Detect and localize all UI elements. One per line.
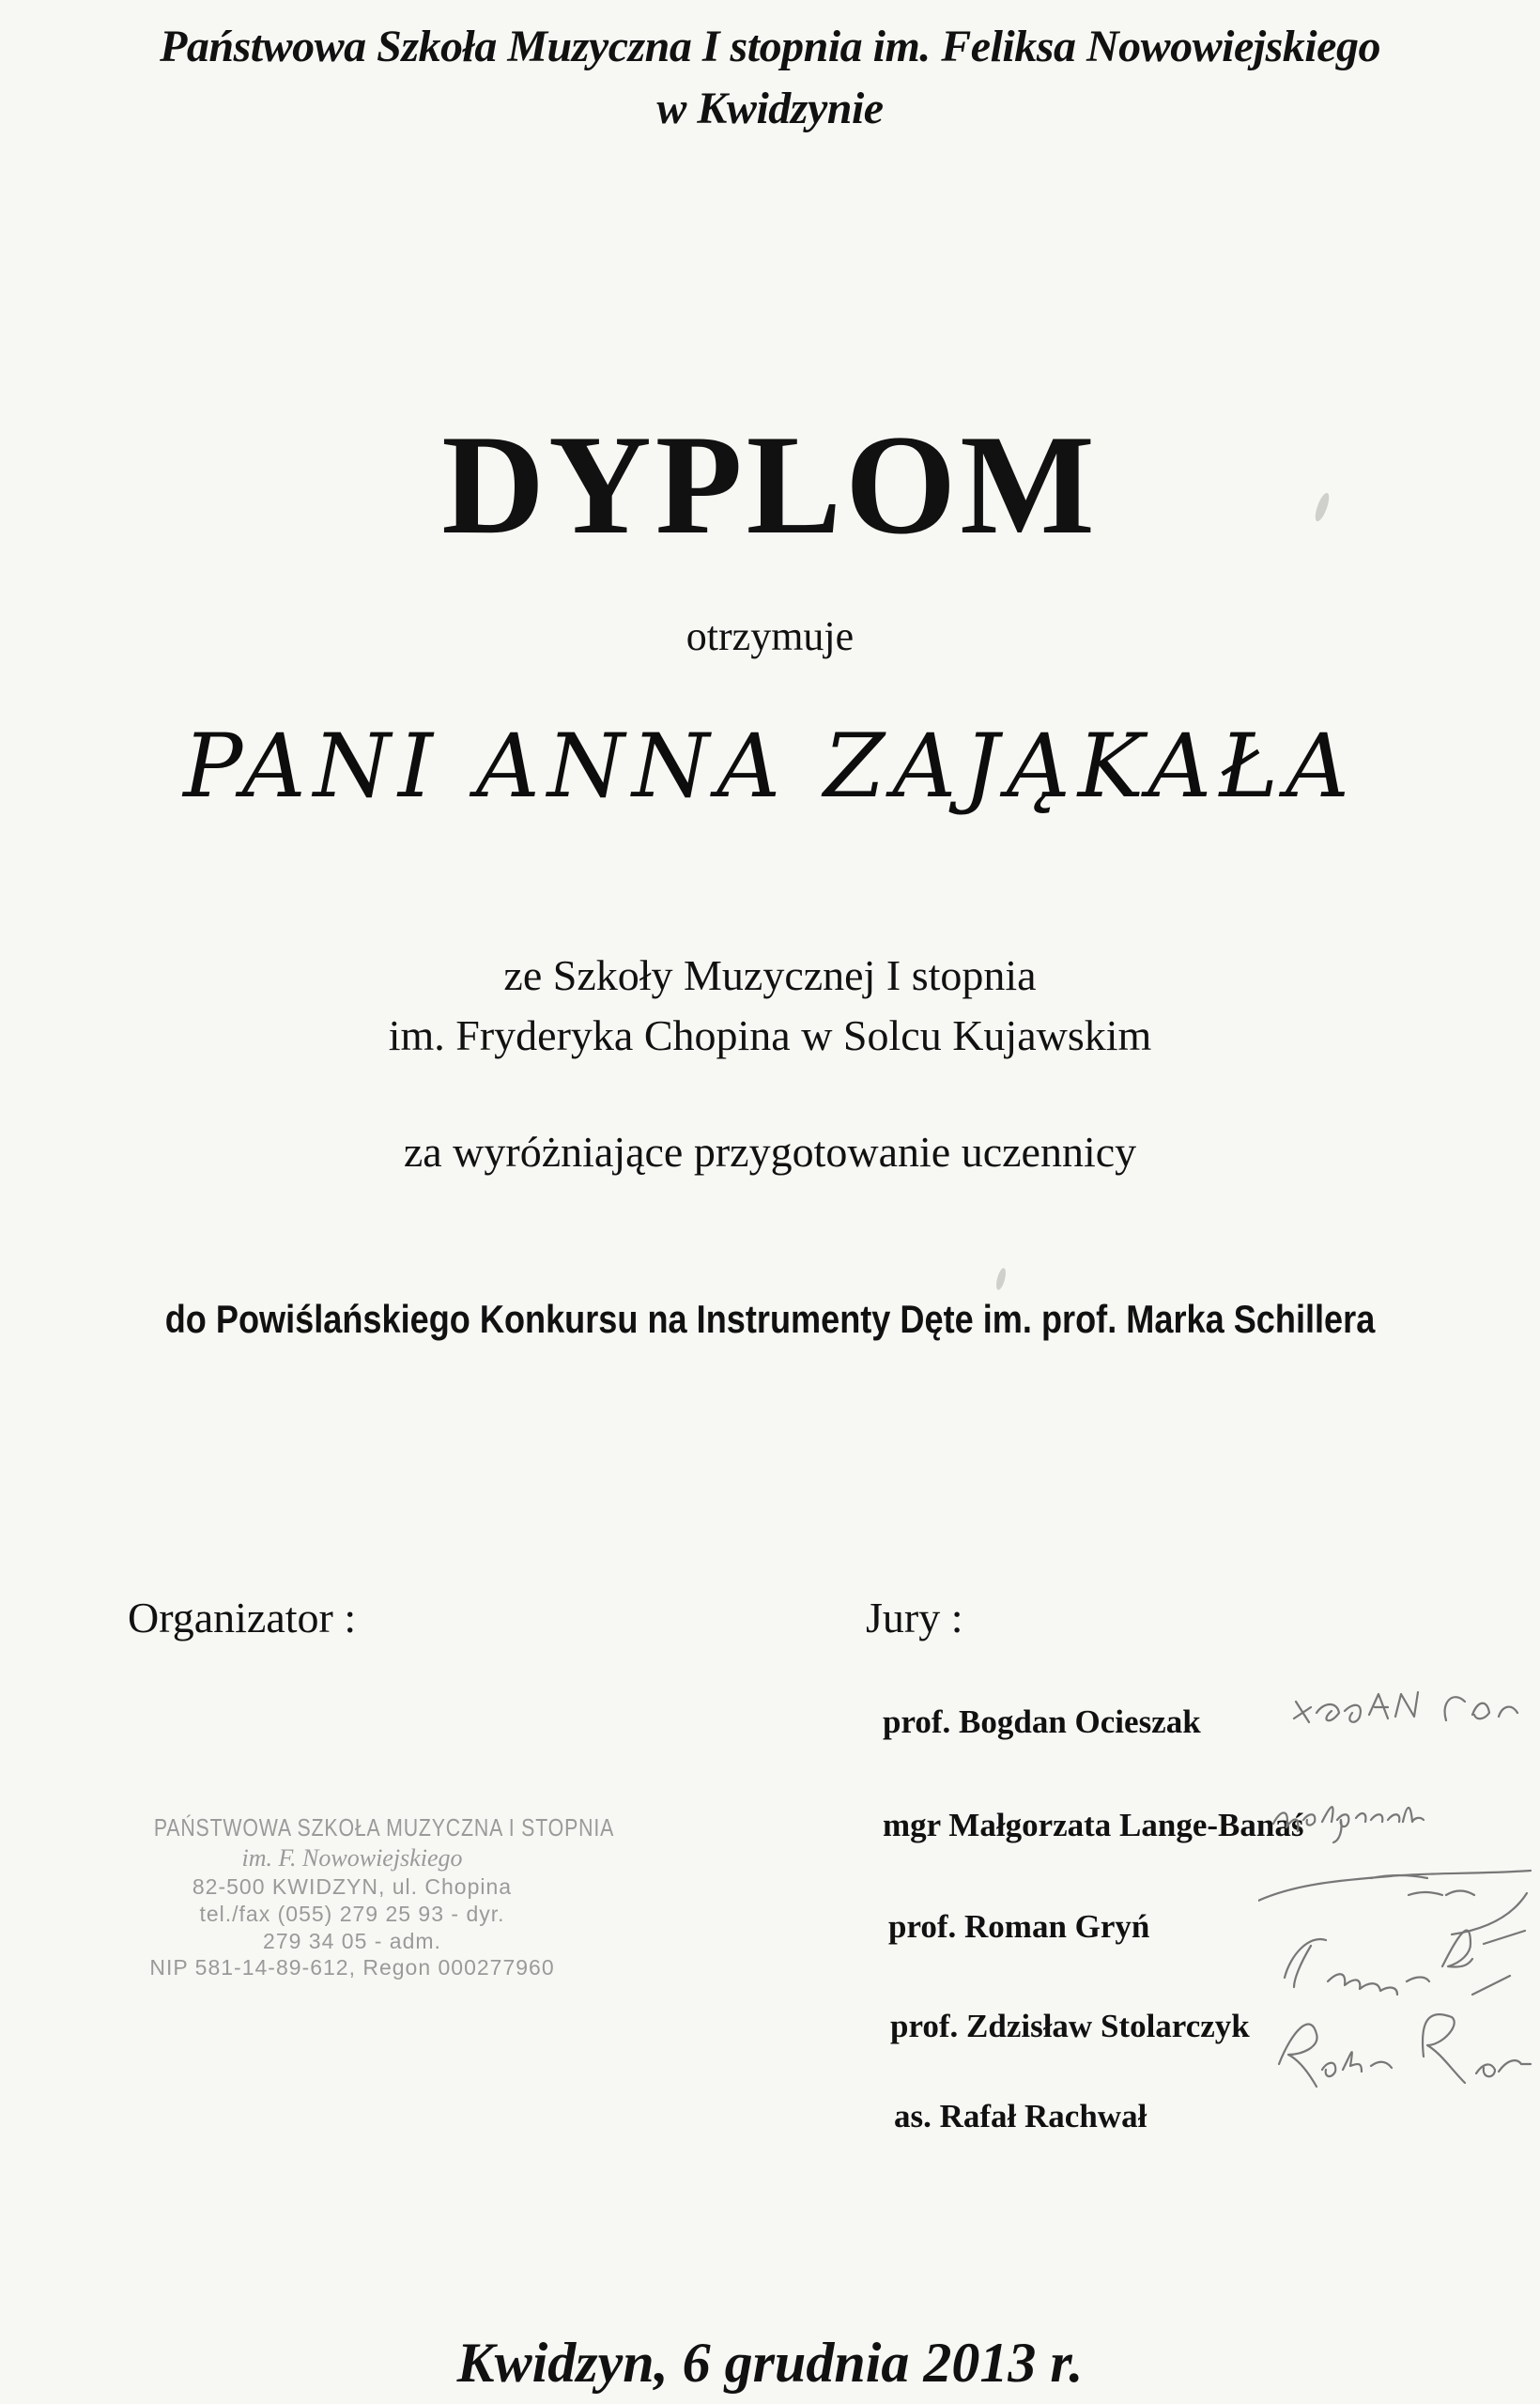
signature-2 <box>1273 1807 1424 1842</box>
signature-3 <box>1258 1871 1531 1944</box>
school-header-line2: w Kwidzynie <box>656 84 884 133</box>
jury-member-5: as. Rafał Rachwał <box>894 2098 1147 2134</box>
recipient-name: PANI ANNA ZAJĄKAŁA <box>183 716 1357 818</box>
reason-text: za wyróżniające przygotowanie uczennicy <box>403 1128 1137 1176</box>
competition-name: do Powiślańskiego Konkursu na Instrumenty Dęte im. prof. Marka Schillera <box>164 1297 1376 1341</box>
school-line1: ze Szkoły Muzycznej I stopnia <box>503 951 1037 999</box>
jury-label: Jury : <box>866 1594 963 1641</box>
signature-1 <box>1294 1692 1517 1722</box>
signature-5 <box>1279 2014 1531 2087</box>
jury-signatures <box>1258 1672 1540 2160</box>
stamp-line-nip: NIP 581-14-89-612, Regon 000277960 <box>149 1955 555 1980</box>
signature-4 <box>1285 1931 1510 1995</box>
diploma-title: DYPLOM <box>441 406 1099 563</box>
school-header-line1: Państwowa Szkoła Muzyczna I stopnia im. Feliksa Nowowiejskiego <box>160 22 1380 71</box>
receives-text: otrzymuje <box>685 613 855 659</box>
stamp-line-school: PAŃSTWOWA SZKOŁA MUZYCZNA I STOPNIA <box>153 1813 615 1842</box>
place-and-date: Kwidzyn, 6 grudnia 2013 r. <box>456 2332 1084 2394</box>
stamp-line-phone: tel./fax (055) 279 25 93 - dyr. <box>199 1901 505 1926</box>
jury-member-4: prof. Zdzisław Stolarczyk <box>890 2008 1250 2044</box>
school-line2: im. Fryderyka Chopina w Solcu Kujawskim <box>388 1011 1152 1059</box>
stamp-line-patron: im. F. Nowowiejskiego <box>241 1843 463 1872</box>
organizer-stamp <box>103 1812 615 1981</box>
jury-member-2: mgr Małgorzata Lange-Banaś <box>883 1807 1304 1843</box>
jury-member-3: prof. Roman Gryń <box>888 1908 1150 1945</box>
stamp-line-address: 82-500 KWIDZYN, ul. Chopina <box>192 1874 513 1899</box>
jury-member-1: prof. Bogdan Ocieszak <box>883 1703 1201 1740</box>
stamp-line-phone-adm: 279 34 05 - adm. <box>263 1928 441 1953</box>
organizer-label: Organizator : <box>128 1594 357 1641</box>
